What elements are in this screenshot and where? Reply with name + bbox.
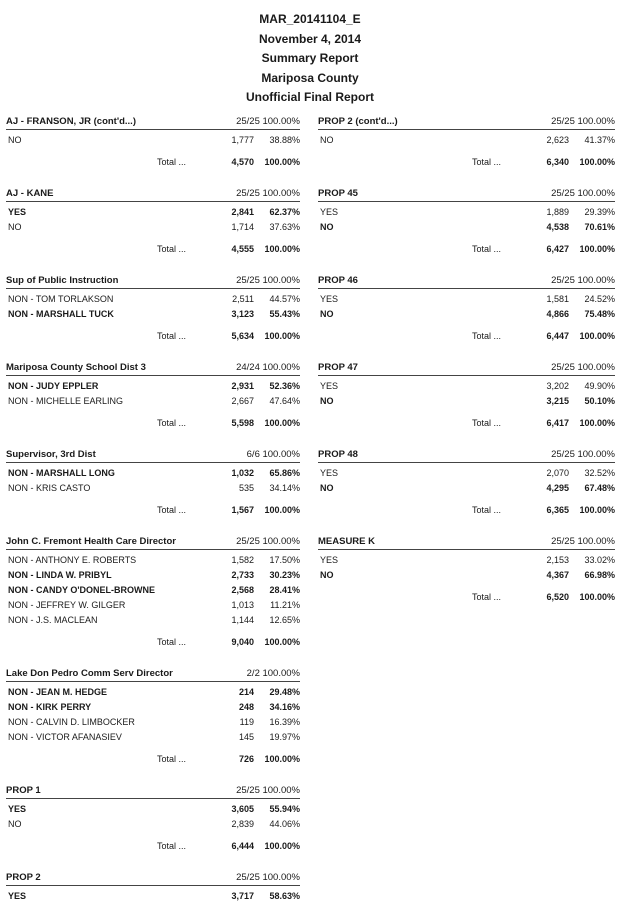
result-row bbox=[6, 220, 300, 235]
vote-count: 1,714 bbox=[231, 222, 254, 232]
race-title: PROP 48 bbox=[318, 449, 358, 460]
vote-percent: 32.52% bbox=[584, 468, 615, 478]
total-percent: 100.00% bbox=[579, 505, 615, 515]
race-block bbox=[6, 784, 300, 854]
choice-name: NON - TOM TORLAKSON bbox=[8, 294, 114, 304]
vote-percent: 29.48% bbox=[269, 687, 300, 697]
total-label: Total ... bbox=[471, 331, 501, 341]
vote-percent: 11.21% bbox=[270, 600, 300, 610]
race-header bbox=[318, 535, 615, 550]
race-block bbox=[318, 115, 615, 170]
race-block bbox=[318, 361, 615, 431]
precincts-reporting: 24/24 100.00% bbox=[236, 362, 300, 373]
vote-count: 248 bbox=[238, 702, 254, 712]
result-row bbox=[6, 700, 300, 715]
vote-percent: 34.14% bbox=[269, 483, 300, 493]
choice-name: NON - JUDY EPPLER bbox=[8, 381, 99, 391]
precincts-reporting: 25/25 100.00% bbox=[551, 275, 615, 286]
result-row bbox=[6, 685, 300, 700]
choice-name: NON - ANTHONY E. ROBERTS bbox=[8, 555, 137, 565]
total-label: Total ... bbox=[471, 418, 501, 428]
result-row bbox=[318, 481, 615, 496]
result-row bbox=[6, 292, 300, 307]
choice-name: NO bbox=[320, 570, 334, 580]
report-type: Summary Report bbox=[261, 51, 359, 65]
precincts-reporting: 25/25 100.00% bbox=[236, 188, 300, 199]
total-votes: 6,365 bbox=[546, 505, 569, 515]
total-percent: 100.00% bbox=[264, 841, 300, 851]
race-header bbox=[6, 448, 300, 463]
vote-count: 3,717 bbox=[231, 891, 254, 901]
precincts-reporting: 25/25 100.00% bbox=[551, 362, 615, 373]
choice-name: YES bbox=[8, 891, 27, 901]
vote-percent: 24.52% bbox=[584, 294, 615, 304]
vote-count: 1,889 bbox=[546, 207, 569, 217]
vote-percent: 65.86% bbox=[269, 468, 300, 478]
precincts-reporting: 25/25 100.00% bbox=[236, 275, 300, 286]
result-row bbox=[6, 307, 300, 322]
choice-name: YES bbox=[320, 294, 339, 304]
choice-name: NO bbox=[320, 483, 334, 493]
vote-percent: 17.50% bbox=[269, 555, 300, 565]
vote-percent: 33.02% bbox=[584, 555, 615, 565]
vote-percent: 19.97% bbox=[269, 732, 300, 742]
vote-percent: 29.39% bbox=[584, 207, 615, 217]
choice-name: YES bbox=[320, 381, 339, 391]
vote-percent: 67.48% bbox=[584, 483, 615, 493]
vote-count: 3,605 bbox=[231, 804, 254, 814]
precincts-reporting: 25/25 100.00% bbox=[236, 785, 300, 796]
result-row bbox=[318, 292, 615, 307]
choice-name: NO bbox=[8, 222, 22, 232]
total-label: Total ... bbox=[156, 841, 186, 851]
vote-percent: 58.63% bbox=[269, 891, 300, 901]
choice-name: NO bbox=[8, 819, 22, 829]
vote-count: 2,568 bbox=[231, 585, 254, 595]
race-block bbox=[6, 274, 300, 344]
total-label: Total ... bbox=[156, 418, 186, 428]
total-percent: 100.00% bbox=[264, 331, 300, 341]
total-row bbox=[318, 416, 615, 431]
precincts-reporting: 25/25 100.00% bbox=[551, 449, 615, 460]
vote-count: 2,733 bbox=[231, 570, 254, 580]
vote-percent: 41.37% bbox=[584, 135, 615, 145]
result-row bbox=[6, 730, 300, 745]
result-row bbox=[6, 802, 300, 817]
vote-percent: 70.61% bbox=[584, 222, 615, 232]
total-votes: 1,567 bbox=[231, 505, 254, 515]
choice-name: NO bbox=[320, 135, 334, 145]
vote-count: 4,367 bbox=[546, 570, 569, 580]
choice-name: NON - KIRK PERRY bbox=[8, 702, 92, 712]
total-label: Total ... bbox=[156, 754, 186, 764]
total-percent: 100.00% bbox=[264, 637, 300, 647]
total-label: Total ... bbox=[156, 157, 186, 167]
race-block bbox=[318, 274, 615, 344]
race-block bbox=[6, 448, 300, 518]
total-row bbox=[6, 503, 300, 518]
race-title: PROP 1 bbox=[6, 785, 41, 796]
vote-count: 214 bbox=[238, 687, 254, 697]
vote-count: 1,032 bbox=[231, 468, 254, 478]
total-percent: 100.00% bbox=[579, 244, 615, 254]
vote-count: 2,153 bbox=[546, 555, 569, 565]
vote-count: 3,202 bbox=[546, 381, 569, 391]
precincts-reporting: 25/25 100.00% bbox=[551, 188, 615, 199]
choice-name: YES bbox=[320, 555, 339, 565]
result-row bbox=[318, 568, 615, 583]
vote-percent: 55.94% bbox=[269, 804, 300, 814]
choice-name: NON - J.S. MACLEAN bbox=[8, 615, 98, 625]
vote-percent: 52.36% bbox=[269, 381, 300, 391]
result-row bbox=[318, 394, 615, 409]
total-votes: 6,340 bbox=[546, 157, 569, 167]
precincts-reporting: 25/25 100.00% bbox=[236, 536, 300, 547]
result-row bbox=[6, 568, 300, 583]
total-percent: 100.00% bbox=[264, 157, 300, 167]
choice-name: NON - LINDA W. PRIBYL bbox=[8, 570, 112, 580]
race-title: AJ - FRANSON, JR (cont'd...) bbox=[6, 116, 136, 127]
race-header bbox=[6, 871, 300, 886]
report-status: Unofficial Final Report bbox=[245, 90, 374, 104]
total-votes: 726 bbox=[238, 754, 254, 764]
vote-count: 2,070 bbox=[546, 468, 569, 478]
race-title: PROP 2 bbox=[6, 872, 41, 883]
choice-name: NO bbox=[8, 135, 22, 145]
vote-percent: 55.43% bbox=[269, 309, 300, 319]
report-id: MAR_20141104_E bbox=[259, 12, 361, 26]
total-votes: 4,555 bbox=[231, 244, 254, 254]
vote-count: 535 bbox=[238, 483, 254, 493]
county-name: Mariposa County bbox=[261, 70, 359, 85]
result-row bbox=[6, 394, 300, 409]
race-header bbox=[6, 784, 300, 799]
choice-name: NON - CANDY O'DONEL-BROWNE bbox=[8, 585, 155, 595]
choice-name: NO bbox=[320, 309, 334, 319]
race-block bbox=[6, 535, 300, 650]
result-row bbox=[318, 133, 615, 148]
race-block bbox=[6, 667, 300, 767]
vote-count: 2,931 bbox=[231, 381, 254, 391]
total-label: Total ... bbox=[156, 331, 186, 341]
vote-count: 1,144 bbox=[231, 615, 254, 625]
result-row bbox=[6, 613, 300, 628]
vote-percent: 12.65% bbox=[269, 615, 300, 625]
total-votes: 6,520 bbox=[546, 592, 569, 602]
result-row bbox=[318, 379, 615, 394]
race-block bbox=[6, 187, 300, 257]
race-header bbox=[6, 535, 300, 550]
precincts-reporting: 6/6 100.00% bbox=[246, 449, 300, 460]
race-header bbox=[318, 115, 615, 130]
total-votes: 6,417 bbox=[546, 418, 569, 428]
total-row bbox=[318, 155, 615, 170]
race-title: MEASURE K bbox=[318, 536, 376, 547]
total-votes: 6,427 bbox=[546, 244, 569, 254]
choice-name: YES bbox=[320, 468, 339, 478]
result-row bbox=[6, 598, 300, 613]
race-header bbox=[6, 115, 300, 130]
vote-count: 1,777 bbox=[231, 135, 254, 145]
vote-percent: 47.64% bbox=[269, 396, 300, 406]
vote-count: 4,538 bbox=[546, 222, 569, 232]
race-title: PROP 45 bbox=[318, 188, 358, 199]
total-label: Total ... bbox=[156, 637, 186, 647]
total-votes: 9,040 bbox=[231, 637, 254, 647]
vote-percent: 44.57% bbox=[269, 294, 300, 304]
race-header bbox=[318, 274, 615, 289]
total-row bbox=[6, 329, 300, 344]
total-row bbox=[318, 329, 615, 344]
race-title: Mariposa County School Dist 3 bbox=[6, 362, 146, 373]
race-title: PROP 2 (cont'd...) bbox=[318, 116, 398, 127]
vote-count: 119 bbox=[239, 717, 254, 727]
total-label: Total ... bbox=[471, 505, 501, 515]
result-row bbox=[6, 205, 300, 220]
vote-percent: 49.90% bbox=[584, 381, 615, 391]
left-column bbox=[6, 115, 300, 921]
race-title: PROP 46 bbox=[318, 275, 358, 286]
choice-name: NON - KRIS CASTO bbox=[8, 483, 91, 493]
result-row bbox=[6, 817, 300, 832]
vote-count: 145 bbox=[238, 732, 254, 742]
total-percent: 100.00% bbox=[579, 592, 615, 602]
vote-percent: 16.39% bbox=[269, 717, 300, 727]
total-percent: 100.00% bbox=[264, 418, 300, 428]
result-row bbox=[6, 583, 300, 598]
result-row bbox=[318, 307, 615, 322]
total-percent: 100.00% bbox=[579, 418, 615, 428]
vote-percent: 75.48% bbox=[584, 309, 615, 319]
race-header bbox=[6, 187, 300, 202]
total-row bbox=[318, 503, 615, 518]
result-row bbox=[6, 481, 300, 496]
total-percent: 100.00% bbox=[579, 157, 615, 167]
total-row bbox=[318, 242, 615, 257]
total-row bbox=[6, 635, 300, 650]
report-header bbox=[0, 10, 620, 108]
total-row bbox=[318, 590, 615, 605]
choice-name: YES bbox=[8, 207, 27, 217]
total-label: Total ... bbox=[471, 157, 501, 167]
race-header bbox=[318, 448, 615, 463]
result-row bbox=[6, 466, 300, 481]
total-row bbox=[6, 155, 300, 170]
choice-name: NO bbox=[320, 396, 334, 406]
total-votes: 6,447 bbox=[546, 331, 569, 341]
total-votes: 5,634 bbox=[231, 331, 254, 341]
result-row bbox=[6, 715, 300, 730]
total-percent: 100.00% bbox=[264, 244, 300, 254]
vote-count: 2,841 bbox=[231, 207, 254, 217]
race-header bbox=[6, 274, 300, 289]
result-row bbox=[318, 553, 615, 568]
precincts-reporting: 25/25 100.00% bbox=[551, 536, 615, 547]
vote-count: 1,581 bbox=[546, 294, 569, 304]
result-row bbox=[6, 133, 300, 148]
right-column bbox=[318, 115, 615, 622]
result-row bbox=[318, 466, 615, 481]
total-votes: 4,570 bbox=[231, 157, 254, 167]
precincts-reporting: 25/25 100.00% bbox=[236, 116, 300, 127]
total-label: Total ... bbox=[156, 244, 186, 254]
race-header bbox=[318, 361, 615, 376]
result-row bbox=[6, 379, 300, 394]
choice-name: NON - MARSHALL LONG bbox=[8, 468, 115, 478]
vote-count: 3,215 bbox=[546, 396, 569, 406]
race-block bbox=[318, 448, 615, 518]
total-label: Total ... bbox=[471, 592, 501, 602]
vote-count: 2,839 bbox=[231, 819, 254, 829]
choice-name: NON - JEFFREY W. GILGER bbox=[8, 600, 126, 610]
total-label: Total ... bbox=[156, 505, 186, 515]
vote-count: 2,623 bbox=[546, 135, 569, 145]
choice-name: NON - MICHELLE EARLING bbox=[8, 396, 124, 406]
choice-name: NON - JEAN M. HEDGE bbox=[8, 687, 108, 697]
result-row bbox=[318, 205, 615, 220]
vote-percent: 38.88% bbox=[269, 135, 300, 145]
vote-count: 3,123 bbox=[231, 309, 254, 319]
total-label: Total ... bbox=[471, 244, 501, 254]
precincts-reporting: 25/25 100.00% bbox=[551, 116, 615, 127]
report-date: November 4, 2014 bbox=[258, 31, 362, 46]
race-header bbox=[6, 361, 300, 376]
total-votes: 5,598 bbox=[231, 418, 254, 428]
vote-percent: 34.16% bbox=[269, 702, 300, 712]
vote-count: 4,866 bbox=[546, 309, 569, 319]
vote-percent: 28.41% bbox=[269, 585, 300, 595]
vote-count: 2,511 bbox=[232, 294, 254, 304]
vote-count: 4,295 bbox=[546, 483, 569, 493]
race-title: AJ - KANE bbox=[6, 188, 54, 199]
result-row bbox=[6, 553, 300, 568]
race-block bbox=[6, 361, 300, 431]
race-title: Lake Don Pedro Comm Serv Director bbox=[6, 668, 173, 679]
race-header bbox=[6, 667, 300, 682]
race-block bbox=[6, 871, 300, 904]
race-block bbox=[318, 187, 615, 257]
race-header bbox=[318, 187, 615, 202]
vote-percent: 37.63% bbox=[269, 222, 300, 232]
vote-percent: 62.37% bbox=[269, 207, 300, 217]
race-block bbox=[318, 535, 615, 605]
vote-percent: 50.10% bbox=[584, 396, 615, 406]
total-row bbox=[6, 752, 300, 767]
result-row bbox=[6, 889, 300, 904]
vote-count: 1,582 bbox=[231, 555, 254, 565]
total-row bbox=[6, 839, 300, 854]
total-percent: 100.00% bbox=[264, 505, 300, 515]
race-title: PROP 47 bbox=[318, 362, 358, 373]
result-row bbox=[318, 220, 615, 235]
vote-count: 2,667 bbox=[231, 396, 254, 406]
race-block bbox=[6, 115, 300, 170]
total-row bbox=[6, 242, 300, 257]
precincts-reporting: 25/25 100.00% bbox=[236, 872, 300, 883]
total-row bbox=[6, 416, 300, 431]
race-title: Sup of Public Instruction bbox=[6, 275, 119, 286]
precincts-reporting: 2/2 100.00% bbox=[246, 668, 300, 679]
vote-percent: 30.23% bbox=[269, 570, 300, 580]
choice-name: NON - CALVIN D. LIMBOCKER bbox=[8, 717, 135, 727]
total-votes: 6,444 bbox=[231, 841, 254, 851]
race-title: Supervisor, 3rd Dist bbox=[6, 449, 96, 460]
total-percent: 100.00% bbox=[264, 754, 300, 764]
choice-name: YES bbox=[320, 207, 339, 217]
vote-percent: 44.06% bbox=[269, 819, 300, 829]
choice-name: NO bbox=[320, 222, 334, 232]
vote-count: 1,013 bbox=[231, 600, 254, 610]
vote-percent: 66.98% bbox=[584, 570, 615, 580]
choice-name: NON - MARSHALL TUCK bbox=[8, 309, 114, 319]
race-title: John C. Fremont Health Care Director bbox=[6, 536, 176, 547]
choice-name: YES bbox=[8, 804, 27, 814]
choice-name: NON - VICTOR AFANASIEV bbox=[8, 732, 122, 742]
total-percent: 100.00% bbox=[579, 331, 615, 341]
